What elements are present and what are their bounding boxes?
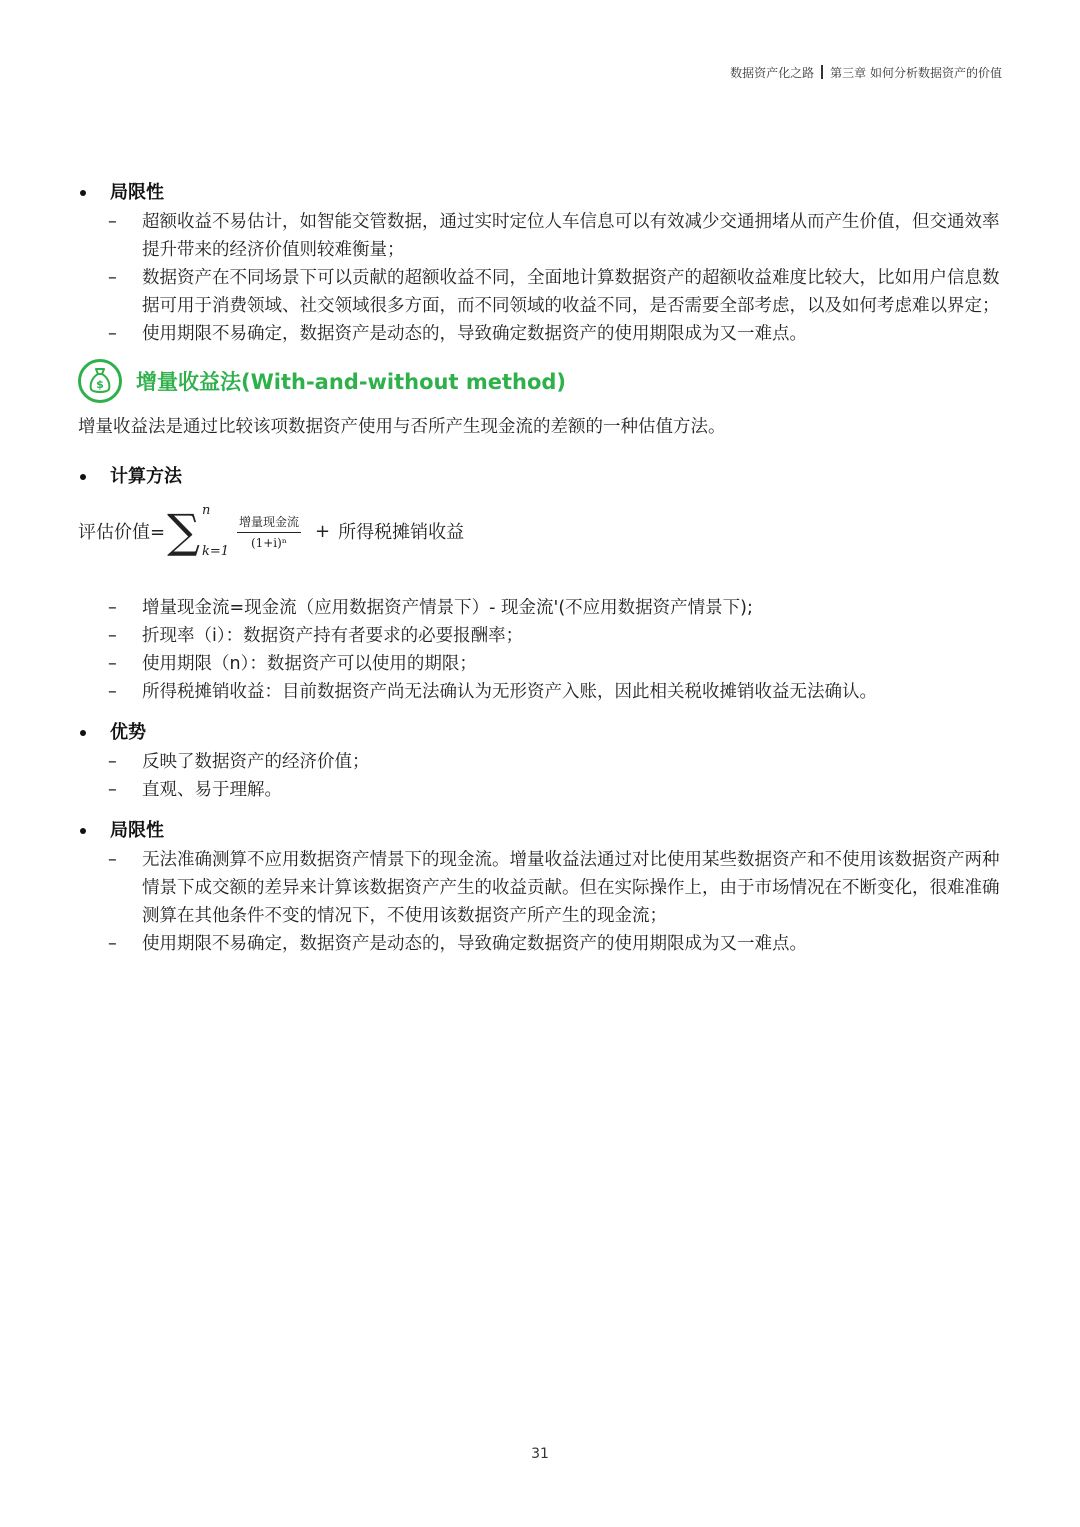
list-item: – 使用期限不易确定，数据资产是动态的，导致确定数据资产的使用期限成为又一难点。 (78, 320, 1002, 348)
formula-limits (202, 503, 229, 559)
page-content (78, 178, 1002, 958)
advantages-heading: 优势 (78, 718, 1002, 748)
formula-upper-limit: n (201, 503, 211, 518)
limitations-heading-2: 局限性 (78, 816, 1002, 846)
limitations-list-2 (78, 846, 1002, 958)
method-title: 增量收益法(With-and-without method) (136, 370, 567, 394)
svg-text:$: $ (96, 378, 104, 391)
formula-lhs: 评估价值= (78, 522, 166, 543)
formula-denominator: (1+i)ⁿ (250, 535, 288, 550)
list-item: – 数据资产在不同场景下可以贡献的超额收益不同，全面地计算数据资产的超额收益难度比较大，比如用户信息数据可用于消费领域、社交领域很多方面，而不同领域的收益不同，是否需要全部考虑，以及如何考虑难以界定； (78, 264, 1002, 320)
calc-definitions-list (78, 594, 1002, 706)
calc-method-heading: 计算方法 (78, 462, 1002, 492)
list-item: – 增量现金流=现金流（应用数据资产情景下）- 现金流'(不应用数据资产情景下); (78, 594, 1002, 622)
formula-lower-limit: k=1 (201, 544, 229, 559)
advantages-list (78, 748, 1002, 804)
page-number: 31 (531, 1446, 549, 1462)
list-item: – 无法准确测算不应用数据资产情景下的现金流。增量收益法通过对比使用某些数据资产和不使用该数据资产两种情景下成交额的差异来计算该数据资产产生的收益贡献。但在实际操作上，由于市场情况在不断变化，很难准确测算在其他条件不变的情况下，不使用该数据资产所产生的现金流； (78, 846, 1002, 930)
running-header (730, 64, 1002, 81)
header-chapter-title: 第三章 如何分析数据资产的价值 (830, 66, 1002, 80)
formula-fraction (237, 513, 301, 550)
formula-plus: + (315, 520, 331, 542)
list-item: – 使用期限不易确定，数据资产是动态的，导致确定数据资产的使用期限成为又一难点。 (78, 930, 1002, 958)
method-section-title (78, 354, 1002, 408)
list-item: – 超额收益不易估计，如智能交管数据，通过实时定位人车信息可以有效减少交通拥堵从而产生价值，但交通效率提升带来的经济价值则较难衡量； (78, 208, 1002, 264)
header-separator (821, 65, 823, 79)
formula-sigma: ∑ (167, 504, 200, 558)
limitations-heading-1: 局限性 (78, 178, 1002, 208)
list-item: – 直观、易于理解。 (78, 776, 1002, 804)
formula-tail: 所得税摊销收益 (338, 522, 465, 543)
formula-numerator: 增量现金流 (237, 513, 301, 533)
method-description: 增量收益法是通过比较该项数据资产使用与否所产生现金流的差额的一种估值方法。 (78, 417, 726, 437)
list-item: – 所得税摊销收益：目前数据资产尚无法确认为无形资产入账，因此相关税收摊销收益无法确认。 (78, 678, 1002, 706)
list-item: – 反映了数据资产的经济价值； (78, 748, 1002, 776)
limitations-list-1 (78, 208, 1002, 348)
list-item: – 使用期限（n）：数据资产可以使用的期限； (78, 650, 1002, 678)
list-item: – 折现率（i）：数据资产持有者要求的必要报酬率； (78, 622, 1002, 650)
valuation-formula (78, 496, 1002, 566)
header-book-title: 数据资产化之路 (730, 66, 815, 80)
money-bag-icon (78, 359, 122, 403)
